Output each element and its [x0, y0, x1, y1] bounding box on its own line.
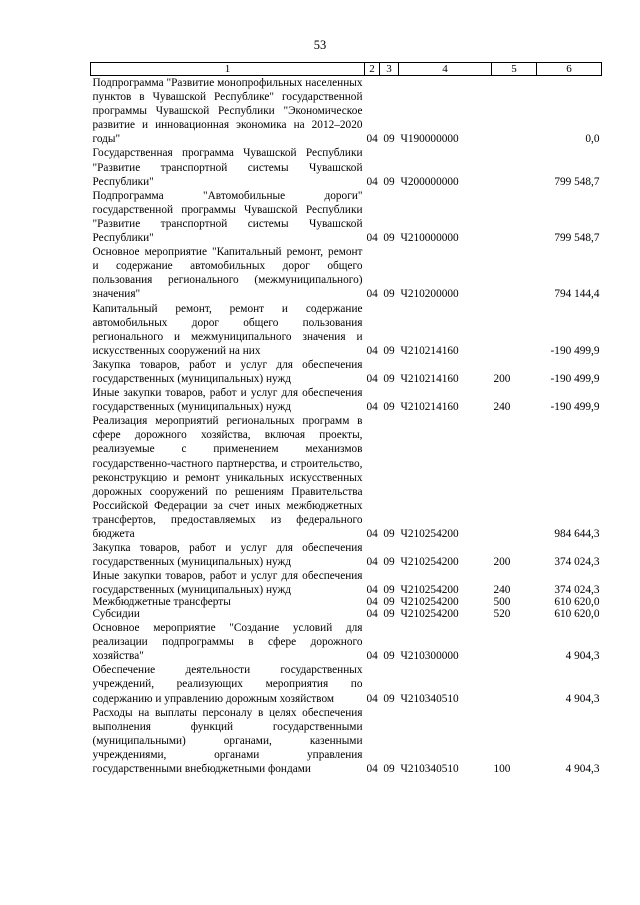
row-name: Иные закупки товаров, работ и услуг для обеспечения государственных (муниципальных) нужд — [92, 387, 363, 414]
row-subsection-code: 09 — [383, 528, 395, 540]
row-amount: -190 499,9 — [550, 344, 600, 357]
row-target-code: Ч210200000 — [400, 288, 459, 301]
row-section-code: 04 — [366, 344, 378, 357]
row-section-code: 04 — [366, 372, 378, 385]
column-header: 1 — [91, 63, 365, 76]
row-target-code: Ч210300000 — [400, 650, 459, 663]
column-header: 5 — [492, 63, 537, 76]
row-amount: 610 620,0 — [554, 596, 600, 609]
row-name: Основное мероприятие "Создание условий для реализации подпрограммы в сфере дорожного хозяйства" — [92, 622, 363, 663]
row-name: Обеспечение деятельности государственных учреждений, реализующих мероприятия по содержанию и управлению дорожным хозяйством — [92, 664, 363, 705]
row-amount: 0,0 — [585, 133, 600, 146]
table-row — [91, 245, 602, 301]
row-target-code: Ч210214160 — [400, 344, 459, 357]
row-subsection-code: 09 — [383, 288, 395, 301]
row-target-code: Ч210340510 — [400, 692, 459, 705]
row-amount: 374 024,3 — [554, 584, 600, 597]
column-header: 4 — [399, 63, 492, 76]
table-header-row — [91, 63, 602, 76]
row-target-code: Ч190000000 — [400, 133, 459, 146]
table-row — [91, 146, 602, 188]
table-row — [91, 358, 602, 386]
row-section-code: 04 — [366, 692, 378, 705]
row-target-code: Ч210254200 — [400, 596, 459, 609]
row-section-code: 04 — [366, 596, 378, 609]
row-expense-type — [492, 146, 537, 188]
row-subsection-code: 09 — [383, 596, 395, 609]
row-target-code: Ч210214160 — [400, 401, 459, 414]
row-section-code: 04 — [366, 401, 378, 414]
row-subsection-code: 09 — [383, 175, 395, 188]
row-expense-type — [492, 302, 537, 358]
table-row — [91, 609, 602, 621]
row-amount: 4 904,3 — [565, 650, 600, 663]
row-name: Расходы на выплаты персоналу в целях обеспечения выполнения функций государственными (муниципальными) органами, казенными учреждениями, органами управления государственными внебюджетными фондами — [92, 706, 363, 775]
row-subsection-code: 09 — [383, 763, 395, 775]
row-expense-type: 240 — [493, 584, 511, 597]
row-expense-type: 200 — [493, 372, 511, 385]
column-header: 2 — [365, 63, 380, 76]
row-amount: 799 548,7 — [554, 232, 600, 245]
row-expense-type — [492, 621, 537, 663]
table-row — [91, 663, 602, 705]
row-name: Государственная программа Чувашской Республики "Развитие транспортной системы Чувашской Республики" — [92, 147, 363, 188]
row-subsection-code: 09 — [383, 556, 395, 569]
row-target-code: Ч210340510 — [400, 763, 459, 775]
row-expense-type: 200 — [493, 556, 511, 569]
row-name: Закупка товаров, работ и услуг для обеспечения государственных (муниципальных) нужд — [92, 358, 363, 385]
row-amount: 4 904,3 — [565, 763, 600, 775]
row-target-code: Ч210254200 — [400, 608, 459, 621]
row-target-code: Ч210254200 — [400, 528, 459, 540]
row-section-code: 04 — [366, 528, 378, 540]
row-section-code: 04 — [366, 133, 378, 146]
row-amount: 374 024,3 — [554, 556, 600, 569]
row-name: Иные закупки товаров, работ и услуг для обеспечения государственных (муниципальных) нужд — [92, 570, 363, 597]
row-name: Подпрограмма "Развитие монопрофильных населенных пунктов в Чувашской Республике" государственной программы Чувашской Республики "Экономическое развитие и инновационная экономика на 2012–2020 годы" — [92, 77, 363, 146]
row-section-code: 04 — [366, 763, 378, 775]
row-amount: 4 904,3 — [565, 692, 600, 705]
row-expense-type — [492, 245, 537, 301]
row-name: Субсидии — [92, 608, 140, 621]
row-subsection-code: 09 — [383, 692, 395, 705]
table-row — [91, 541, 602, 569]
row-amount: -190 499,9 — [550, 401, 600, 414]
row-expense-type — [492, 189, 537, 245]
row-section-code: 04 — [366, 556, 378, 569]
row-section-code: 04 — [366, 608, 378, 621]
table-row — [91, 621, 602, 663]
row-expense-type — [492, 76, 537, 147]
row-subsection-code: 09 — [383, 401, 395, 414]
row-subsection-code: 09 — [383, 608, 395, 621]
row-amount: 984 644,3 — [554, 528, 600, 540]
table-row — [91, 76, 602, 147]
table-row — [91, 386, 602, 414]
row-target-code: Ч210254200 — [400, 584, 459, 597]
row-subsection-code: 09 — [383, 232, 395, 245]
table-row — [91, 189, 602, 245]
row-amount: 794 144,4 — [554, 288, 600, 301]
column-header: 6 — [537, 63, 602, 76]
row-expense-type: 240 — [493, 401, 511, 414]
row-name: Реализация мероприятий региональных программ в сфере дорожного хозяйства, включая проекты, реализуемые с применением механизмов государственно-частного партнерства, и строительство, реконструкцию и ремонт уникальных искусственных дорожных сооружений по решениям Правительства Российской Федерации за счет иных межбюджетных трансфертов, предоставляемых из федерального бюджета — [92, 415, 363, 540]
row-section-code: 04 — [366, 232, 378, 245]
page-number: 53 — [313, 38, 327, 52]
row-target-code: Ч210254200 — [400, 556, 459, 569]
row-target-code: Ч210214160 — [400, 372, 459, 385]
table-row — [91, 597, 602, 609]
row-target-code: Ч200000000 — [400, 175, 459, 188]
row-section-code: 04 — [366, 584, 378, 597]
table-row — [91, 414, 602, 541]
row-expense-type: 100 — [493, 763, 511, 775]
row-subsection-code: 09 — [383, 650, 395, 663]
row-expense-type: 520 — [493, 608, 511, 621]
row-subsection-code: 09 — [383, 372, 395, 385]
table-row — [91, 569, 602, 597]
row-amount: 799 548,7 — [554, 175, 600, 188]
row-name: Закупка товаров, работ и услуг для обеспечения государственных (муниципальных) нужд — [92, 542, 363, 569]
row-amount: 610 620,0 — [554, 608, 600, 621]
row-subsection-code: 09 — [383, 133, 395, 146]
row-target-code: Ч210000000 — [400, 232, 459, 245]
row-name: Основное мероприятие "Капитальный ремонт, ремонт и содержание автомобильных дорог общего пользования регионального (межмуниципального) значения" — [92, 246, 363, 301]
row-name: Подпрограмма "Автомобильные дороги" государственной программы Чувашской Республики "Развитие транспортной системы Чувашской Республики" — [92, 189, 363, 245]
row-subsection-code: 09 — [383, 584, 395, 597]
row-section-code: 04 — [366, 288, 378, 301]
row-subsection-code: 09 — [383, 344, 395, 357]
row-expense-type: 500 — [493, 596, 511, 609]
column-header: 3 — [380, 63, 399, 76]
row-name: Капитальный ремонт, ремонт и содержание автомобильных дорог общего пользования регионального и межмуниципального значения и искусственных сооружений на них — [92, 302, 363, 357]
row-section-code: 04 — [366, 650, 378, 663]
row-name: Межбюджетные трансферты — [92, 596, 231, 609]
budget-table — [90, 62, 602, 776]
table-row — [91, 706, 602, 776]
row-expense-type — [492, 414, 537, 541]
table-row — [91, 302, 602, 358]
row-amount: -190 499,9 — [550, 372, 600, 385]
row-expense-type — [492, 663, 537, 705]
row-section-code: 04 — [366, 175, 378, 188]
